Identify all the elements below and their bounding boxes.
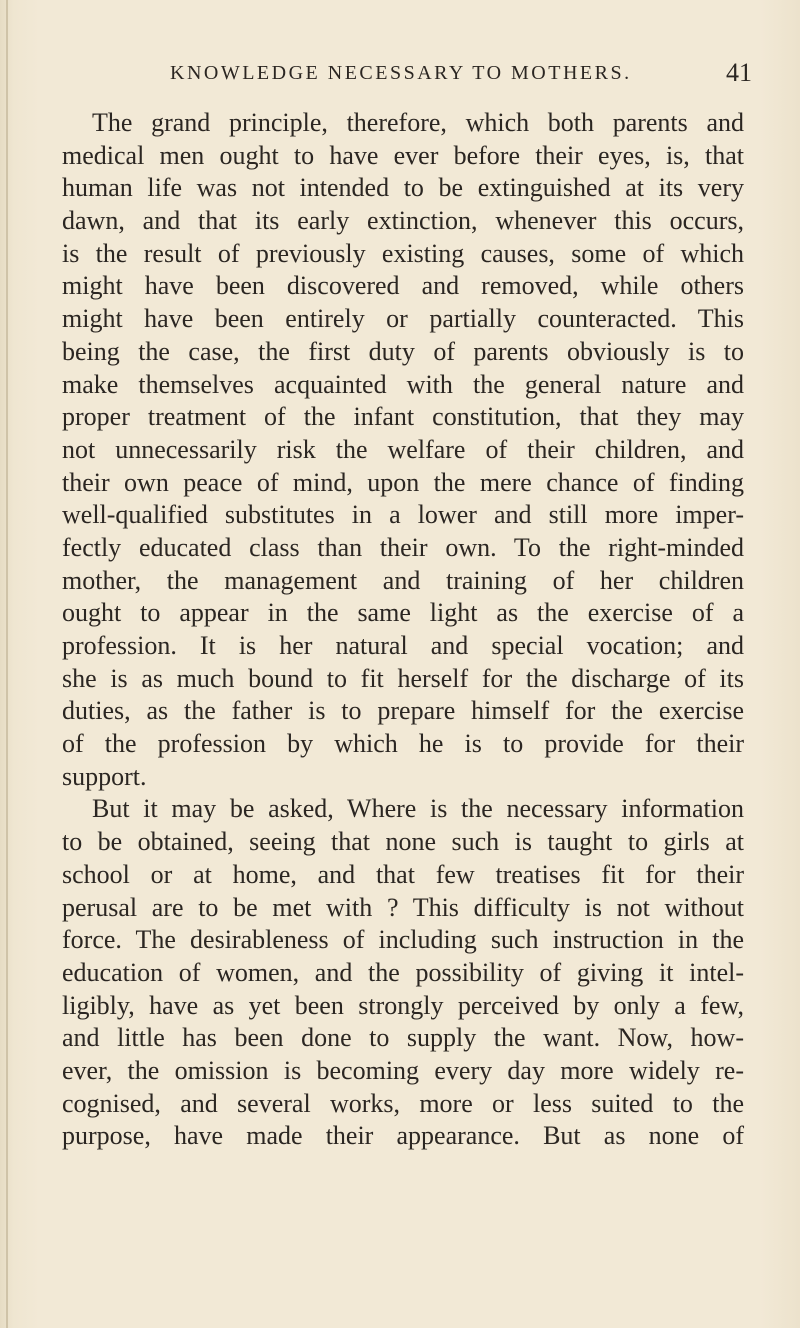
text-line: might have been discovered and removed, while others <box>62 271 744 301</box>
binding-gutter <box>6 0 8 1328</box>
page-number: 41 <box>726 58 752 87</box>
text-line: well-qualified substitutes in a lower and still more imper- <box>62 500 744 530</box>
text-line: might have been entirely or partially counteracted. This <box>62 304 744 334</box>
text-line: profession. It is her natural and special vocation; and <box>62 631 744 660</box>
text-line: ever, the omission is becoming every day more widely re- <box>62 1055 744 1085</box>
text-line: perusal are to be met with ? This difficulty is not without <box>62 892 744 922</box>
text-line: fectly educated class than their own. To the right-minded <box>62 532 744 562</box>
text-line: ligibly, have as yet been strongly perceived by only a few, <box>62 990 744 1020</box>
text-line: medical men ought to have ever before their eyes, is, that <box>62 140 744 170</box>
text-line: ought to appear in the same light as the exercise of a <box>62 598 744 628</box>
text-line: human life was not intended to be extinguished at its very <box>62 173 744 203</box>
text-line: not unnecessarily risk the welfare of their children, and <box>62 434 744 464</box>
paragraph-2 <box>62 793 744 1153</box>
text-line: The grand principle, therefore, which both parents and <box>92 108 744 137</box>
body-text <box>62 107 744 1153</box>
text-line: support. <box>62 761 147 791</box>
text-line: she is as much bound to fit herself for the discharge of its <box>62 663 744 693</box>
text-line: proper treatment of the infant constitution, that they may <box>62 402 744 432</box>
running-head <box>60 58 760 98</box>
text-line: and little has been done to supply the want. Now, how- <box>62 1023 744 1053</box>
text-line: their own peace of mind, upon the mere chance of finding <box>62 467 744 497</box>
text-line: of the profession by which he is to provide for their <box>62 729 744 759</box>
text-line: cognised, and several works, more or less suited to the <box>62 1088 744 1118</box>
text-line: duties, as the father is to prepare himself for the exercise <box>62 696 744 726</box>
text-line: is the result of previously existing causes, some of which <box>62 238 744 268</box>
text-line: school or at home, and that few treatises fit for their <box>62 859 744 889</box>
text-line: to be obtained, seeing that none such is taught to girls at <box>62 827 744 857</box>
text-line: make themselves acquainted with the general nature and <box>62 369 744 399</box>
text-line: mother, the management and training of her children <box>62 565 744 595</box>
text-line: being the case, the first duty of parents obviously is to <box>62 336 744 366</box>
paragraph-1 <box>62 107 744 793</box>
text-line: dawn, and that its early extinction, whenever this occurs, <box>62 206 744 236</box>
text-line: purpose, have made their appearance. But as none of <box>62 1121 744 1151</box>
text-line: education of women, and the possibility of giving it intel- <box>62 957 744 987</box>
text-line: But it may be asked, Where is the necessary information <box>92 794 744 824</box>
text-line: force. The desirableness of including such instruction in the <box>62 925 744 955</box>
running-title: KNOWLEDGE NECESSARY TO MOTHERS. <box>170 62 632 84</box>
